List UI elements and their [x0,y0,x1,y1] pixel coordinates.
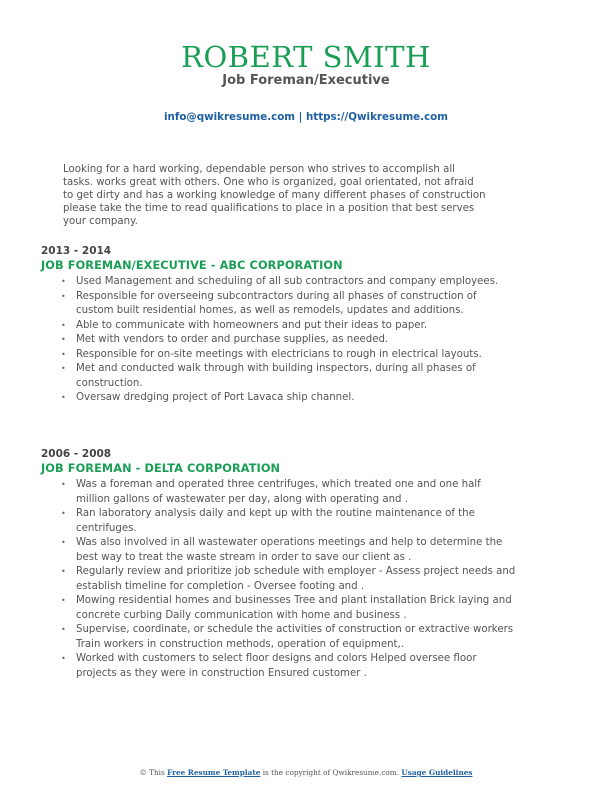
duty-item [41,507,516,536]
duty-text: Responsible for overseeing subcontractors during all phases of construction of custom built residential homes, as well as remodels, updates and additions. [76,290,477,316]
duty-item [41,391,516,406]
duty-text: Met with vendors to order and purchase supplies, as needed. [76,334,389,345]
bullet-icon: • [61,393,66,402]
footer-middle: is the copyright of Qwikresume.com. [260,768,402,777]
bullet-icon: • [61,654,66,663]
duty-item [41,478,516,507]
usage-guidelines-link[interactable]: Usage Guidelines [401,768,473,777]
website-link[interactable]: https://Qwikresume.com [305,111,448,123]
contact-line [0,110,612,124]
duty-text: Responsible for on-site meetings with electricians to rough in electrical layouts. [76,348,482,360]
duties-list [41,478,531,681]
bullet-icon: • [61,625,66,634]
candidate-name: ROBERT SMITH [181,40,431,74]
duty-item [41,333,516,348]
duty-text: Used Management and scheduling of all sub contractors and company employees. [76,276,499,287]
duty-item [41,623,516,652]
duty-text: Worked with customers to select floor designs and colors Helped oversee floor projects as they were in construction Ensured customer . [76,653,477,679]
duty-text: Was also involved in all wastewater operations meetings and help to determine the best way to treat the waste stream in order to save our client as . [76,537,503,563]
duty-item [41,319,516,334]
footer-prefix: © This [139,768,168,777]
bullet-icon: • [61,320,66,330]
duty-text: Met and conducted walk through with building inspectors, during all phases of construction. [76,363,476,389]
duty-text: Ran laboratory analysis daily and kept up with the routine maintenance of the centrifuges. [76,508,475,534]
duty-item [41,275,516,290]
duty-item [41,565,516,594]
resume-header [0,40,612,90]
duties-list [41,275,531,406]
bullet-icon: • [61,596,66,605]
bullet-icon: • [61,364,66,373]
bullet-icon: • [61,509,66,518]
contact-separator: | [295,111,306,123]
experience-role: JOB FOREMAN/EXECUTIVE - ABC CORPORATION [41,259,343,272]
duty-text: Regularly review and prioritize job schedule with employer - Assess project needs and establish timeline for completion - Oversee footing and . [76,566,516,592]
email-link[interactable]: info@qwikresume.com [164,111,296,123]
candidate-title: Job Foreman/Executive [222,73,390,88]
bullet-icon: • [61,538,66,547]
bullet-icon: • [61,349,66,359]
duty-text: Able to communicate with homeowners and put their ideas to paper. [76,319,428,331]
duty-item [41,652,516,681]
duty-item [41,594,516,623]
duty-text: Was a foreman and operated three centrifuges, which treated one and one half million gallons of wastewater per day, along with operating and . [76,479,481,505]
experience-entry [41,448,531,681]
copyright-footer [0,768,612,778]
experience-role: JOB FOREMAN - DELTA CORPORATION [41,462,281,475]
duty-text: Mowing residential homes and businesses Tree and plant installation Brick laying and concrete curbing Daily communication with home and business . [76,595,512,621]
duty-text: Oversaw dredging project of Port Lavaca ship channel. [76,392,355,403]
experience-dates: 2006 - 2008 [41,448,112,460]
duty-item [41,290,516,319]
bullet-icon: • [61,567,66,576]
bullet-icon: • [61,335,66,344]
experience-dates: 2013 - 2014 [41,245,112,257]
bullet-icon: • [61,277,66,286]
duty-text: Supervise, coordinate, or schedule the activities of construction or extractive workers Train workers in construction methods, operation of equipment,. [76,624,514,650]
bullet-icon: • [61,480,66,489]
duty-item [41,536,516,565]
summary-paragraph: Looking for a hard working, dependable person who strives to accomplish all tasks. works great with others. One who is organized, goal orientated, not afraid to get dirty and has a working knowledge of many different phases of construction please take the time to read qualifications to place in a position that best serves your company. [63,164,486,227]
experience-entry [41,245,531,406]
duty-item [41,348,516,363]
duty-item [41,362,516,391]
free-resume-template-link[interactable]: Free Resume Template [167,768,261,777]
bullet-icon: • [61,291,66,301]
